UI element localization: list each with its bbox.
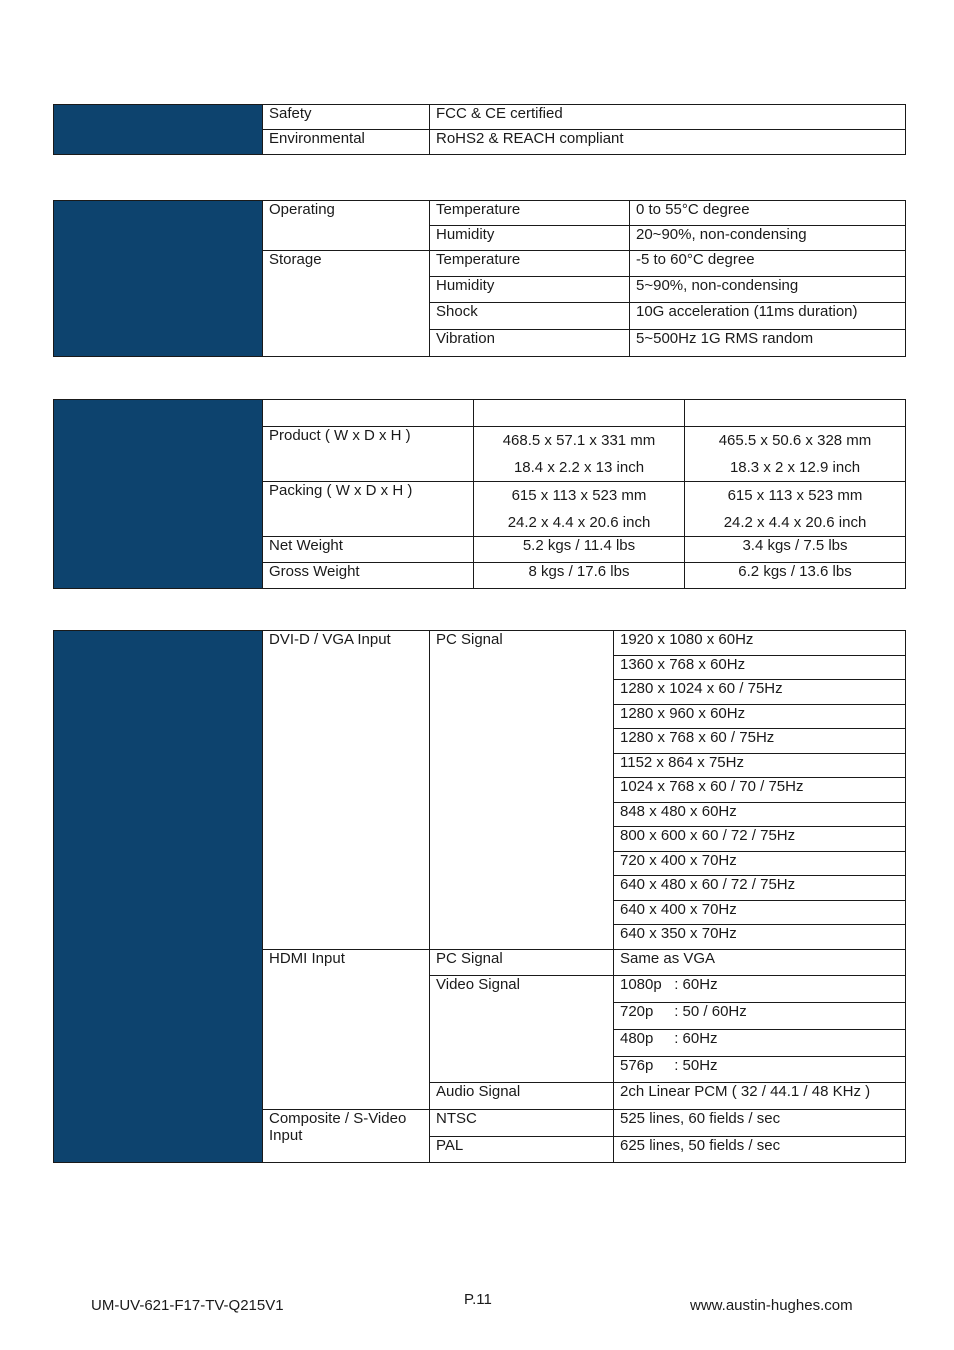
mode-row: 640 x 400 x 70Hz xyxy=(614,901,906,925)
hdmi-input-label: HDMI Input xyxy=(263,950,430,1110)
dim-packing-b: 615 x 113 x 523 mm 24.2 x 4.4 x 20.6 inch xyxy=(685,482,906,537)
pc-signal-label: PC Signal xyxy=(430,631,614,950)
compliance-label: Environmental xyxy=(263,130,430,155)
video-mode-row: 480p : 60Hz xyxy=(614,1030,906,1057)
pc-signal-label: PC Signal xyxy=(430,950,614,976)
dim-product-a: 468.5 x 57.1 x 331 mm 18.4 x 2.2 x 13 inch xyxy=(474,427,685,482)
env-value: 5~90%, non-condensing xyxy=(630,277,906,303)
compliance-value: RoHS2 & REACH compliant xyxy=(430,130,906,155)
section-label-block xyxy=(54,631,263,1163)
pal-label: PAL xyxy=(430,1137,614,1163)
ntsc-value: 525 lines, 60 fields / sec xyxy=(614,1110,906,1137)
compliance-label: Safety xyxy=(263,105,430,130)
section-label-block xyxy=(54,105,263,155)
mode-row: 800 x 600 x 60 / 72 / 75Hz xyxy=(614,827,906,852)
environment-table xyxy=(53,200,906,357)
mode-row: 1280 x 1024 x 60 / 75Hz xyxy=(614,680,906,705)
mode-row: 640 x 480 x 60 / 72 / 75Hz xyxy=(614,876,906,901)
env-param: Vibration xyxy=(430,330,630,357)
env-param: Humidity xyxy=(430,226,630,251)
env-storage-label: Storage xyxy=(263,251,430,357)
env-value: 10G acceleration (11ms duration) xyxy=(630,303,906,330)
mode-row: 720 x 400 x 70Hz xyxy=(614,852,906,876)
section-label-block xyxy=(54,201,263,357)
dim-gross-label: Gross Weight xyxy=(263,563,474,589)
mode-row: 640 x 350 x 70Hz xyxy=(614,925,906,950)
dim-product-label: Product ( W x D x H ) xyxy=(263,427,474,482)
hdmi-pc-value: Same as VGA xyxy=(614,950,906,976)
env-param: Temperature xyxy=(430,251,630,277)
mode-row: 1920 x 1080 x 60Hz xyxy=(614,631,906,656)
audio-signal-label: Audio Signal xyxy=(430,1083,614,1110)
dim-product-b: 465.5 x 50.6 x 328 mm 18.3 x 2 x 12.9 inch xyxy=(685,427,906,482)
footer-website: www.austin-hughes.com xyxy=(690,1297,853,1314)
env-param: Shock xyxy=(430,303,630,330)
footer-doc-id: UM-UV-621-F17-TV-Q215V1 xyxy=(91,1297,284,1314)
dim-header-blank xyxy=(474,400,685,427)
dim-header-blank xyxy=(685,400,906,427)
video-signal-label: Video Signal xyxy=(430,976,614,1083)
audio-signal-value: 2ch Linear PCM ( 32 / 44.1 / 48 KHz ) xyxy=(614,1083,906,1110)
mode-row: 1360 x 768 x 60Hz xyxy=(614,656,906,680)
env-value: 0 to 55°C degree xyxy=(630,201,906,226)
pal-value: 625 lines, 50 fields / sec xyxy=(614,1137,906,1163)
dimensions-table xyxy=(53,399,906,589)
dim-gross-a: 8 kgs / 17.6 lbs xyxy=(474,563,685,589)
composite-input-label: Composite / S-Video Input xyxy=(263,1110,430,1163)
env-param: Temperature xyxy=(430,201,630,226)
dim-net-label: Net Weight xyxy=(263,537,474,563)
video-mode-row: 1080p : 60Hz xyxy=(614,976,906,1003)
env-param: Humidity xyxy=(430,277,630,303)
env-value: 5~500Hz 1G RMS random xyxy=(630,330,906,357)
mode-row: 1280 x 960 x 60Hz xyxy=(614,705,906,729)
mode-row: 1024 x 768 x 60 / 70 / 75Hz xyxy=(614,778,906,803)
env-value: 20~90%, non-condensing xyxy=(630,226,906,251)
section-label-block xyxy=(54,400,263,589)
signals-table xyxy=(53,630,906,1163)
mode-row: 1280 x 768 x 60 / 75Hz xyxy=(614,729,906,754)
dvi-input-label: DVI-D / VGA Input xyxy=(263,631,430,950)
dim-net-a: 5.2 kgs / 11.4 lbs xyxy=(474,537,685,563)
video-mode-row: 720p : 50 / 60Hz xyxy=(614,1003,906,1030)
dim-header-blank xyxy=(263,400,474,427)
dim-net-b: 3.4 kgs / 7.5 lbs xyxy=(685,537,906,563)
video-mode-row: 576p : 50Hz xyxy=(614,1057,906,1083)
mode-row: 1152 x 864 x 75Hz xyxy=(614,754,906,778)
dim-gross-b: 6.2 kgs / 13.6 lbs xyxy=(685,563,906,589)
dim-packing-label: Packing ( W x D x H ) xyxy=(263,482,474,537)
env-operating-label: Operating xyxy=(263,201,430,251)
footer-page-number: P.11 xyxy=(464,1291,492,1308)
compliance-table xyxy=(53,104,906,155)
env-value: -5 to 60°C degree xyxy=(630,251,906,277)
ntsc-label: NTSC xyxy=(430,1110,614,1137)
dim-packing-a: 615 x 113 x 523 mm 24.2 x 4.4 x 20.6 inch xyxy=(474,482,685,537)
compliance-value: FCC & CE certified xyxy=(430,105,906,130)
mode-row: 848 x 480 x 60Hz xyxy=(614,803,906,827)
